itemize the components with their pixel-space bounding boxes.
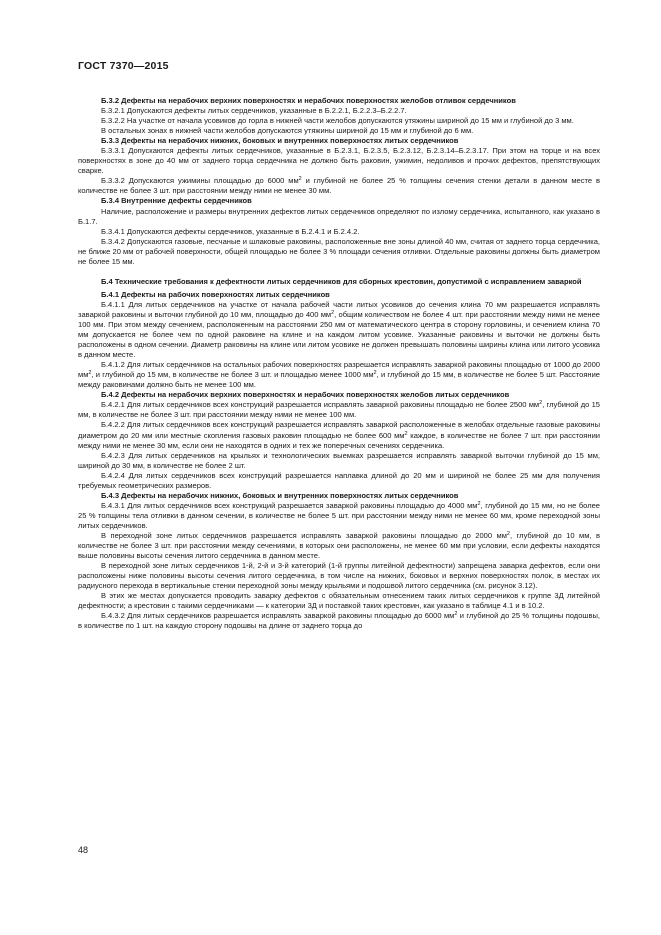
section-heading: Б.4.3 Дефекты на нерабочих нижних, боковых и внутренних поверхностях литых сердечников: [101, 490, 459, 500]
paragraph: Б.4.1.2 Для литых сердечников на остальных рабочих поверхностях разрешается исправлять заваркой раковины площадью от 1000 до 2000 $мм^2$, и глубиной до 15 мм, в количестве не более 3 шт. и площадью менее 1000 $мм^2$, и глубиной до 15 мм, в количестве не более 5 шт. Расстояние между раковинами должно быть не менее 100 мм.: [78, 360, 600, 390]
paragraph: В переходной зоне литых сердечников 1-й, 2-й и 3-й категорий (1-й группы литейной дефектности) запрещена заварка дефектов, если они расположены ниже половины высоты сечения литого сердечника, в том числе на нижних, боковых и верхних поверхностях полок, в местах их радиусного перехода в вертикальные стенки переходной зоны между крыльями и подошвой литого сердечника (см. рисунок 3.12).: [78, 561, 600, 591]
section-heading: Б.4.2 Дефекты на нерабочих верхних поверхностях и нерабочих поверхностях желобов литых сердечников: [101, 390, 510, 400]
paragraph: Б.3.4.2 Допускаются газовые, песчаные и шлаковые раковины, расположенные вне зоны длиной 40 мм, считая от заднего торца сердечника, не ближе 20 мм от рабочей поверхности, общей площадью не более 3 % площади сечения отливки. Отдельные раковины должны быть диаметром не более 15 мм.: [78, 236, 600, 266]
paragraph: Б.4.2.2 Для литых сердечников всех конструкций разрешается исправлять заваркой расположенные в желобах отдельные газовые раковины диаметром до 20 мм или местные скопления газовых раковин площадью не более 600 $мм^2$ каждое, в количестве не более 7 шт. при расстоянии между ними не менее 30 мм, если они не находятся в одних и тех же поперечных сечениях сердечника.: [78, 420, 600, 450]
paragraph: Б.4.2.3 Для литых сердечников на крыльях и технологических выемках разрешается исправлять заваркой выточки глубиной до 15 мм, шириной до 30 мм, в количестве не более 2 шт.: [78, 450, 600, 470]
paragraph: Б.4.2.4 Для литых сердечников всех конструкций разрешается наплавка длиной до 20 мм и шириной не более 25 мм для получения требуемых геометрических размеров.: [78, 470, 600, 490]
paragraph: Б.3.3.2 Допускаются ужимины площадью до 6000 $мм^2$ и глубиной не более 25 % толщины сечения стенки детали в данном месте в количестве не более 3 шт. при расстоянии между ними не менее 30 мм.: [78, 176, 601, 196]
paragraph: Б.4.1.1 Для литых сердечников на участке от начала рабочей части литых усовиков до сечения клина 70 мм разрешается исправлять заваркой раковины и выточки глубиной до 10 мм, площадью до 400 $мм^2$, общим количеством не более 4 шт. при расстоянии между ними не менее 100 мм. При этом между сечением, расположенным на расстоянии 250 мм от математического центра в сторону горловины, и сечением клина 70 мм допускается не более чем по одной раковине на клине и на каждом литом усовике. Указанные раковины и выточки не должны быть расположены в одном сечении. Диаметр раковины на клине или литом усовике не должен превышать половины ширины клина или литого усовика в данном месте.: [78, 299, 600, 360]
section-heading: Б.3.2 Дефекты на нерабочих верхних поверхностях и нерабочих поверхностях желобов отливок сердечников: [101, 96, 516, 105]
paragraph: В остальных зонах в нижней части желобов допускаются утяжины шириной до 15 мм и глубиной до 6 мм.: [101, 126, 474, 136]
paragraph: Б.3.3.1 Допускаются дефекты литых сердечников, указанные в Б.2.3.1, Б.2.3.5, Б.2.3.12, Б.2.3.14–Б.2.3.17. При этом на торце и на всех поверхностях в зоне до 40 мм от заднего торца сердечника не должно быть раковин, ужимин, недоливов и прочих дефектов, препятствующих сварке.: [78, 146, 600, 176]
paragraph: Б.3.2.2 На участке от начала усовиков до горла в нижней части желобов допускаются утяжины шириной до 15 мм и глубиной до 3 мм.: [101, 116, 574, 126]
section-heading: Б.4.1 Дефекты на рабочих поверхностях литых сердечников: [101, 289, 330, 299]
page-header-title: ГОСТ 7370—2015: [78, 60, 169, 72]
paragraph: Б.4.2.1 Для литых сердечников всех конструкций разрешается исправлять заваркой раковины площадью не более 2500 $мм^2$, глубиной до 15 мм, в количестве не более 3 шт. при расстоянии между ними не менее 100 мм.: [78, 400, 601, 420]
section-heading: Б.4 Технические требования к дефектности литых сердечников для сборных крестовин, допустимой с исправлением заваркой: [101, 276, 582, 286]
paragraph: В переходной зоне литых сердечников разрешается исправлять заваркой раковины площадью до 2000 $мм^2$, глубиной до 10 мм, в количестве не более 3 шт. при расстоянии между сечениями, в которых они расположены, не менее 60 мм при условии, если дефекты находятся выше половины высоты сечения литого сердечника в данном месте.: [78, 530, 600, 561]
section-heading: Б.3.4 Внутренние дефекты сердечников: [101, 196, 252, 206]
paragraph: Наличие, расположение и размеры внутренних дефектов литых сердечников определяют по излому сердечника, испытанного, как указано в Б.1.7.: [78, 206, 600, 226]
document-body: [78, 96, 600, 631]
paragraph: Б.3.2.1 Допускаются дефекты литых сердечников, указанные в Б.2.2.1, Б.2.2.3–Б.2.2.7.: [101, 106, 407, 116]
page-number: 48: [78, 845, 89, 855]
section-heading: Б.3.3 Дефекты на нерабочих нижних, боковых и внутренних поверхностях литых сердечников: [101, 136, 459, 146]
paragraph: Б.4.3.2 Для литых сердечников разрешается исправлять заваркой раковины площадью до 6000 $мм^2$ и глубиной до 25 % толщины подошвы, в количестве по 1 шт. на каждую сторону подошвы на длине от заднего торца до: [78, 611, 600, 631]
paragraph: В этих же местах допускается проводить заварку дефектов с обязательным отнесением таких литых сердечников к группе 3Д литейной дефектности; а крестовин с такими сердечниками — к категории 3Д и поставкой таких крестовин, как указано в таблице 4.1 и в 10.2.: [78, 591, 600, 611]
paragraph: Б.4.3.1 Для литых сердечников всех конструкций разрешается заваркой раковины площадью до 4000 $мм^2$, глубиной до 15 мм, но не более 25 % толщины тела отливки в данном сечении, в количестве не более 5 шт. при расстоянии между ними не менее 60 мм, кроме переходной зоны литых сердечников.: [78, 500, 601, 530]
paragraph: Б.3.4.1 Допускаются дефекты сердечников, указанные в Б.2.4.1 и Б.2.4.2.: [101, 226, 360, 236]
